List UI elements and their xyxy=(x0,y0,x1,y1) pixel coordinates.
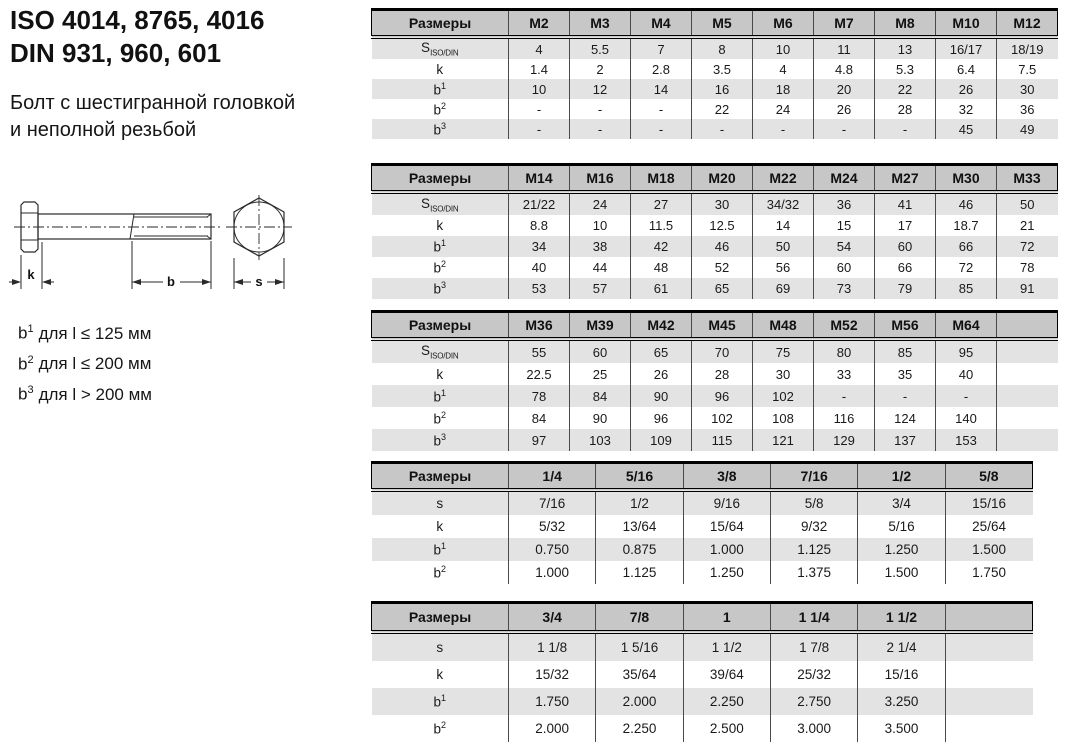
dimension-row xyxy=(372,490,1033,515)
dimension-tables xyxy=(371,8,1061,742)
dimension-value-cell: 60 xyxy=(875,236,936,257)
dimension-row xyxy=(372,79,1058,99)
dimension-value-cell: 0.750 xyxy=(509,538,596,561)
dimension-row xyxy=(372,661,1033,688)
dimension-value-cell: 1 5/16 xyxy=(596,632,683,661)
dimension-value-cell: 5.3 xyxy=(875,59,936,79)
dimension-value-cell: 41 xyxy=(875,192,936,215)
row-label: s xyxy=(436,640,444,655)
dimension-value-cell: 2.750 xyxy=(770,688,857,715)
size-column-header: M45 xyxy=(692,312,753,340)
subtitle-line1: Болт с шестигранной головкой xyxy=(10,92,296,114)
dimension-value-cell: - xyxy=(570,119,631,139)
metric-table-m2-m12 xyxy=(371,8,1058,139)
table-corner-label: Размеры xyxy=(372,603,509,633)
dimension-value-cell: 22 xyxy=(692,99,753,119)
table-corner-label: Размеры xyxy=(372,10,509,38)
dimension-value-cell: 90 xyxy=(631,385,692,407)
dimension-value-cell: 103 xyxy=(570,429,631,451)
hex-head-view xyxy=(226,195,292,260)
dimension-value-cell: 2.500 xyxy=(683,715,770,742)
dimension-value-cell: - xyxy=(509,119,570,139)
dimension-value-cell: 140 xyxy=(936,407,997,429)
dimension-value-cell: 15 xyxy=(814,215,875,236)
dimension-value-cell: 25 xyxy=(570,363,631,385)
title-iso-standards: ISO 4014, 8765, 4016 xyxy=(10,5,265,35)
size-column-header: M12 xyxy=(997,10,1058,38)
dimension-value-cell: 13 xyxy=(875,37,936,59)
dimension-row xyxy=(372,561,1033,584)
dimension-value-cell: 36 xyxy=(814,192,875,215)
size-column-header: M5 xyxy=(692,10,753,38)
dimension-value-cell xyxy=(945,688,1032,715)
dimension-value-cell xyxy=(997,339,1058,363)
size-column-header: M30 xyxy=(936,165,997,193)
dimension-value-cell: 42 xyxy=(631,236,692,257)
dimension-value-cell: 97 xyxy=(509,429,570,451)
dimension-value-cell: 7/16 xyxy=(509,490,596,515)
dimension-value-cell xyxy=(997,363,1058,385)
dimension-value-cell: 3.500 xyxy=(858,715,945,742)
dimension-value-cell: 24 xyxy=(570,192,631,215)
row-label: k xyxy=(436,61,444,77)
dimension-value-cell: 3/4 xyxy=(858,490,945,515)
dimension-value-cell: 78 xyxy=(509,385,570,407)
dimension-value-cell: 69 xyxy=(753,278,814,299)
dimension-value-cell: 10 xyxy=(753,37,814,59)
dimension-b xyxy=(132,241,211,289)
bolt-side-view xyxy=(14,202,222,252)
dimension-value-cell: 57 xyxy=(570,278,631,299)
dimension-value-cell: 26 xyxy=(631,363,692,385)
row-label: $b^2$ xyxy=(433,720,447,737)
dimension-value-cell: 75 xyxy=(753,339,814,363)
dimension-value-cell: - xyxy=(875,385,936,407)
size-column-header: 1 1/2 xyxy=(858,603,945,633)
size-column-header: M10 xyxy=(936,10,997,38)
dimension-value-cell: 25/32 xyxy=(770,661,857,688)
size-column-header: M6 xyxy=(753,10,814,38)
row-label: $b^1$ xyxy=(433,80,447,98)
dimension-value-cell: 4.8 xyxy=(814,59,875,79)
size-column-header: 1/2 xyxy=(858,463,945,491)
dimension-value-cell: 33 xyxy=(814,363,875,385)
size-column-header: 5/8 xyxy=(945,463,1032,491)
dimension-row xyxy=(372,192,1058,215)
dimension-value-cell: 48 xyxy=(631,257,692,278)
table-corner-label: Размеры xyxy=(372,463,509,491)
dimension-value-cell: 18 xyxy=(753,79,814,99)
dimension-value-cell: - xyxy=(753,119,814,139)
dimension-value-cell: 1 1/8 xyxy=(509,632,596,661)
row-label: $S_{ISO/DIN}$ xyxy=(421,195,459,214)
row-label: $b^3$ xyxy=(433,120,447,138)
inch-table-threequarters-to-oneandahalf xyxy=(371,601,1033,742)
row-label: $S_{ISO/DIN}$ xyxy=(421,343,459,361)
dimension-value-cell: 10 xyxy=(509,79,570,99)
size-column-header: M52 xyxy=(814,312,875,340)
dimension-value-cell: 6.4 xyxy=(936,59,997,79)
dimension-row xyxy=(372,278,1058,299)
size-column-header: M39 xyxy=(570,312,631,340)
dimension-row xyxy=(372,37,1058,59)
dimension-value-cell: 1.750 xyxy=(945,561,1032,584)
note-b3: $b^3$ для l > 200 мм xyxy=(18,384,152,404)
dimension-value-cell: 26 xyxy=(936,79,997,99)
dimension-value-cell: 28 xyxy=(692,363,753,385)
dimension-value-cell: 27 xyxy=(631,192,692,215)
row-label: $b^2$ xyxy=(433,100,447,118)
row-label: $S_{ISO/DIN}$ xyxy=(421,40,459,58)
dimension-value-cell: 35 xyxy=(875,363,936,385)
dimension-value-cell: - xyxy=(814,119,875,139)
dimension-value-cell: 1.375 xyxy=(770,561,857,584)
dimension-value-cell: 55 xyxy=(509,339,570,363)
dimension-value-cell: 84 xyxy=(570,385,631,407)
dimension-value-cell xyxy=(945,632,1032,661)
dimension-value-cell: 65 xyxy=(631,339,692,363)
dimension-value-cell: 56 xyxy=(753,257,814,278)
dimension-value-cell: 124 xyxy=(875,407,936,429)
dimension-value-cell: 2 xyxy=(570,59,631,79)
metric-table-m14-m33 xyxy=(371,163,1058,299)
dimension-value-cell: 12 xyxy=(570,79,631,99)
size-column-header: 1/4 xyxy=(509,463,596,491)
dimension-value-cell: 137 xyxy=(875,429,936,451)
dimension-value-cell: 1.000 xyxy=(683,538,770,561)
dimension-value-cell: 21/22 xyxy=(509,192,570,215)
size-column-header: 1 1/4 xyxy=(770,603,857,633)
dimension-value-cell: 8.8 xyxy=(509,215,570,236)
row-label: k xyxy=(436,218,444,233)
dimension-value-cell: 3.5 xyxy=(692,59,753,79)
dimension-row xyxy=(372,538,1033,561)
note-b1: $b^1$ для l ≤ 125 мм xyxy=(18,323,152,343)
dimension-value-cell: 53 xyxy=(509,278,570,299)
dimension-row xyxy=(372,339,1058,363)
dimension-value-cell: 72 xyxy=(936,257,997,278)
row-label: $b^2$ xyxy=(433,409,447,427)
dimension-value-cell: 52 xyxy=(692,257,753,278)
dimension-value-cell: 9/32 xyxy=(770,515,857,538)
dimension-value-cell: - xyxy=(875,119,936,139)
dimension-value-cell: - xyxy=(692,119,753,139)
dimension-value-cell: 2.250 xyxy=(596,715,683,742)
dimension-value-cell: 102 xyxy=(692,407,753,429)
size-column-header: M36 xyxy=(509,312,570,340)
dimension-row xyxy=(372,407,1058,429)
dimension-value-cell: 12.5 xyxy=(692,215,753,236)
dimension-value-cell: 115 xyxy=(692,429,753,451)
size-column-header: M42 xyxy=(631,312,692,340)
dimension-value-cell: 15/64 xyxy=(683,515,770,538)
dimension-value-cell: 1 7/8 xyxy=(770,632,857,661)
dimension-value-cell: 4 xyxy=(753,59,814,79)
dimension-value-cell: 34/32 xyxy=(753,192,814,215)
size-column-header: M24 xyxy=(814,165,875,193)
dimension-value-cell: 14 xyxy=(753,215,814,236)
dimension-value-cell: 1.250 xyxy=(683,561,770,584)
dimension-value-cell xyxy=(997,385,1058,407)
dimension-value-cell: 25/64 xyxy=(945,515,1032,538)
dimension-row xyxy=(372,59,1058,79)
dimension-value-cell: 90 xyxy=(570,407,631,429)
dimension-value-cell xyxy=(997,429,1058,451)
dimension-value-cell: 5/16 xyxy=(858,515,945,538)
dimension-value-cell: 14 xyxy=(631,79,692,99)
dimension-row xyxy=(372,236,1058,257)
dimension-value-cell: - xyxy=(936,385,997,407)
size-column-header: M18 xyxy=(631,165,692,193)
dimension-value-cell: 85 xyxy=(936,278,997,299)
dimension-value-cell: 79 xyxy=(875,278,936,299)
dimension-value-cell: 80 xyxy=(814,339,875,363)
dimension-row xyxy=(372,363,1058,385)
table-corner-label: Размеры xyxy=(372,312,509,340)
dimension-value-cell: 5.5 xyxy=(570,37,631,59)
dimension-value-cell: 7 xyxy=(631,37,692,59)
dimension-value-cell: 39/64 xyxy=(683,661,770,688)
dimension-value-cell xyxy=(945,715,1032,742)
row-label: s xyxy=(436,496,444,511)
dimension-value-cell: 66 xyxy=(936,236,997,257)
size-column-header: M20 xyxy=(692,165,753,193)
dimension-value-cell: 26 xyxy=(814,99,875,119)
dimension-value-cell: 0.875 xyxy=(596,538,683,561)
dimension-value-cell: 16 xyxy=(692,79,753,99)
dimension-value-cell: 85 xyxy=(875,339,936,363)
dimension-value-cell: 73 xyxy=(814,278,875,299)
dimension-value-cell: 15/16 xyxy=(858,661,945,688)
dimension-value-cell: 11 xyxy=(814,37,875,59)
dimension-row xyxy=(372,688,1033,715)
size-column-header: 5/16 xyxy=(596,463,683,491)
dimension-value-cell: 91 xyxy=(997,278,1058,299)
dimension-value-cell: 153 xyxy=(936,429,997,451)
size-column-header: 7/16 xyxy=(770,463,857,491)
row-label: k xyxy=(436,366,444,382)
dimension-value-cell: 2.8 xyxy=(631,59,692,79)
size-column-header: 7/8 xyxy=(596,603,683,633)
dimension-value-cell: 60 xyxy=(570,339,631,363)
dimension-value-cell: 34 xyxy=(509,236,570,257)
dimension-value-cell: 1.750 xyxy=(509,688,596,715)
inch-table-quarter-to-fiveeighths xyxy=(371,461,1033,584)
dimension-row xyxy=(372,257,1058,278)
dimension-value-cell: 1 1/2 xyxy=(683,632,770,661)
dimension-value-cell: 95 xyxy=(936,339,997,363)
dimension-value-cell: 1.4 xyxy=(509,59,570,79)
dimension-value-cell: 24 xyxy=(753,99,814,119)
dimension-value-cell: - xyxy=(631,119,692,139)
dimension-value-cell: 46 xyxy=(692,236,753,257)
dimension-value-cell: 22 xyxy=(875,79,936,99)
subtitle-line2: и неполной резьбой xyxy=(10,119,197,141)
dim-label-b: b xyxy=(167,274,175,289)
dimension-value-cell: 35/64 xyxy=(596,661,683,688)
dimension-value-cell: - xyxy=(509,99,570,119)
dimension-value-cell xyxy=(945,661,1032,688)
dimension-value-cell: 3.000 xyxy=(770,715,857,742)
size-column-header: M22 xyxy=(753,165,814,193)
dimension-value-cell: 129 xyxy=(814,429,875,451)
dimension-value-cell: 17 xyxy=(875,215,936,236)
dim-label-k: k xyxy=(27,267,35,282)
size-column-header: M8 xyxy=(875,10,936,38)
size-column-header: 3/8 xyxy=(683,463,770,491)
page-subtitle xyxy=(10,90,295,144)
size-column-header xyxy=(997,312,1058,340)
dimension-value-cell: 102 xyxy=(753,385,814,407)
dimension-row xyxy=(372,429,1058,451)
dimension-row xyxy=(372,215,1058,236)
dimension-value-cell: 30 xyxy=(692,192,753,215)
note-b2: $b^2$ для l ≤ 200 мм xyxy=(18,353,152,374)
size-column-header: M33 xyxy=(997,165,1058,193)
dimension-value-cell: 78 xyxy=(997,257,1058,278)
dimension-value-cell: 8 xyxy=(692,37,753,59)
size-column-header: M64 xyxy=(936,312,997,340)
dimension-value-cell: 15/32 xyxy=(509,661,596,688)
dimension-value-cell: 7.5 xyxy=(997,59,1058,79)
dimension-value-cell: 96 xyxy=(692,385,753,407)
dimension-value-cell: 15/16 xyxy=(945,490,1032,515)
thread-length-notes xyxy=(18,316,152,408)
dimension-value-cell: 13/64 xyxy=(596,515,683,538)
dimension-value-cell: 36 xyxy=(997,99,1058,119)
size-column-header: M3 xyxy=(570,10,631,38)
dimension-value-cell: 20 xyxy=(814,79,875,99)
dimension-value-cell: 30 xyxy=(753,363,814,385)
dimension-value-cell: 1.500 xyxy=(945,538,1032,561)
dim-label-s: s xyxy=(255,274,263,289)
bolt-drawing xyxy=(6,194,306,294)
dimension-value-cell: 109 xyxy=(631,429,692,451)
dimension-row xyxy=(372,99,1058,119)
dimension-value-cell: 1.125 xyxy=(596,561,683,584)
dimension-row xyxy=(372,385,1058,407)
dimension-value-cell: 2.000 xyxy=(596,688,683,715)
size-column-header: M4 xyxy=(631,10,692,38)
dimension-value-cell: 22.5 xyxy=(509,363,570,385)
dimension-value-cell: 1.125 xyxy=(770,538,857,561)
dimension-value-cell: 1.500 xyxy=(858,561,945,584)
size-column-header xyxy=(945,603,1032,633)
dimension-value-cell: 70 xyxy=(692,339,753,363)
dimension-value-cell: - xyxy=(814,385,875,407)
dimension-value-cell: 4 xyxy=(509,37,570,59)
dimension-row xyxy=(372,715,1033,742)
size-column-header: 1 xyxy=(683,603,770,633)
dimension-value-cell: 61 xyxy=(631,278,692,299)
dimension-row xyxy=(372,632,1033,661)
title-din-standards: DIN 931, 960, 601 xyxy=(10,38,222,68)
dimension-value-cell: 10 xyxy=(570,215,631,236)
dimension-value-cell: 2 1/4 xyxy=(858,632,945,661)
size-column-header: M56 xyxy=(875,312,936,340)
dimension-k xyxy=(9,242,54,289)
dimension-value-cell: 21 xyxy=(997,215,1058,236)
dimension-value-cell: 2.250 xyxy=(683,688,770,715)
dimension-value-cell: 3.250 xyxy=(858,688,945,715)
dimension-value-cell: 44 xyxy=(570,257,631,278)
dimension-value-cell: 121 xyxy=(753,429,814,451)
dimension-value-cell: 45 xyxy=(936,119,997,139)
dimension-value-cell: 30 xyxy=(997,79,1058,99)
size-column-header: 3/4 xyxy=(509,603,596,633)
dimension-value-cell: 65 xyxy=(692,278,753,299)
dimension-value-cell: 1/2 xyxy=(596,490,683,515)
table-corner-label: Размеры xyxy=(372,165,509,193)
dimension-value-cell: 18.7 xyxy=(936,215,997,236)
dimension-value-cell: - xyxy=(570,99,631,119)
dimension-value-cell: 84 xyxy=(509,407,570,429)
row-label: $b^2$ xyxy=(433,564,447,581)
row-label: $b^2$ xyxy=(433,259,447,276)
dimension-value-cell: 18/19 xyxy=(997,37,1058,59)
dimension-value-cell: 9/16 xyxy=(683,490,770,515)
dimension-value-cell: 16/17 xyxy=(936,37,997,59)
size-column-header: M16 xyxy=(570,165,631,193)
size-column-header: M27 xyxy=(875,165,936,193)
row-label: k xyxy=(436,667,444,682)
row-label: $b^1$ xyxy=(433,541,447,558)
size-column-header: M2 xyxy=(509,10,570,38)
row-label: $b^1$ xyxy=(433,238,447,255)
dimension-row xyxy=(372,515,1033,538)
row-label: $b^3$ xyxy=(433,280,447,297)
dimension-value-cell: 38 xyxy=(570,236,631,257)
dimension-value-cell: 96 xyxy=(631,407,692,429)
dimension-s xyxy=(234,258,284,289)
dimension-row xyxy=(372,119,1058,139)
row-label: $b^3$ xyxy=(433,431,447,449)
size-column-header: M7 xyxy=(814,10,875,38)
dimension-value-cell: 1.250 xyxy=(858,538,945,561)
row-label: k xyxy=(436,519,444,534)
dimension-value-cell: 32 xyxy=(936,99,997,119)
dimension-value-cell: 11.5 xyxy=(631,215,692,236)
dimension-value-cell: 46 xyxy=(936,192,997,215)
dimension-value-cell: 2.000 xyxy=(509,715,596,742)
dimension-value-cell: 50 xyxy=(997,192,1058,215)
dimension-value-cell: 50 xyxy=(753,236,814,257)
page-title xyxy=(10,4,264,70)
dimension-value-cell: 54 xyxy=(814,236,875,257)
dimension-value-cell: 5/32 xyxy=(509,515,596,538)
dimension-value-cell: 49 xyxy=(997,119,1058,139)
dimension-value-cell xyxy=(997,407,1058,429)
dimension-value-cell: 40 xyxy=(509,257,570,278)
dimension-value-cell: 5/8 xyxy=(770,490,857,515)
row-label: $b^1$ xyxy=(433,693,447,710)
size-column-header: M48 xyxy=(753,312,814,340)
dimension-value-cell: - xyxy=(631,99,692,119)
dimension-value-cell: 108 xyxy=(753,407,814,429)
size-column-header: M14 xyxy=(509,165,570,193)
dimension-value-cell: 60 xyxy=(814,257,875,278)
dimension-value-cell: 116 xyxy=(814,407,875,429)
dimension-value-cell: 72 xyxy=(997,236,1058,257)
dimension-value-cell: 40 xyxy=(936,363,997,385)
dimension-value-cell: 1.000 xyxy=(509,561,596,584)
row-label: $b^1$ xyxy=(433,387,447,405)
metric-table-m36-m64 xyxy=(371,310,1058,451)
dimension-value-cell: 66 xyxy=(875,257,936,278)
dimension-value-cell: 28 xyxy=(875,99,936,119)
